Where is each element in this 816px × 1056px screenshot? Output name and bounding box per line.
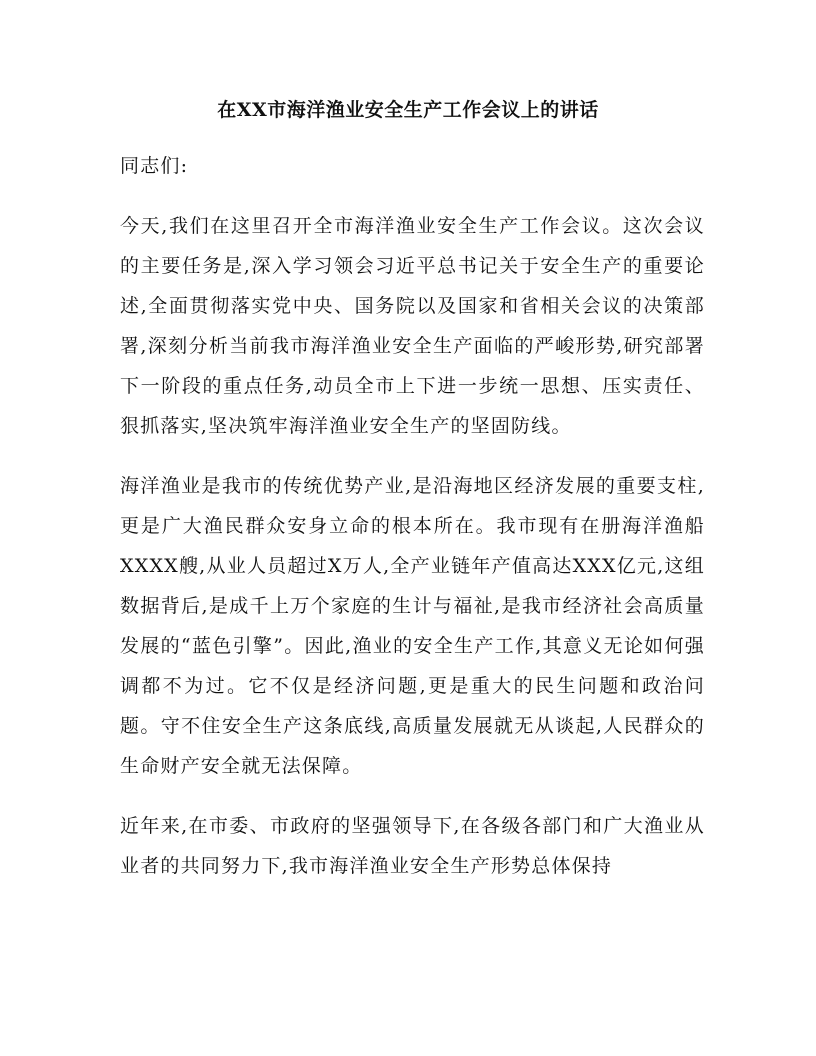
- paragraph-2: 海洋渔业是我市的传统优势产业,是沿海地区经济发展的重要支柱,更是广大渔民群众安身立命的根本所在。我市现有在册海洋渔船XXXX艘,从业人员超过X万人,全产业链年产值高达XXX亿元,这组数据背后,是成千上万个家庭的生计与福祉,是我市经济社会高质量发展的“蓝色引擎”。因此,渔业的安全生产工作,其意义无论如何强调都不为过。它不仅是经济问题,更是重大的民生问题和政治问题。守不住安全生产这条底线,高质量发展就无从谈起,人民群众的生命财产安全就无法保障。: [120, 475, 705, 777]
- document-title: 在XX市海洋渔业安全生产工作会议上的讲话: [217, 99, 599, 121]
- paragraph-3: 近年来,在市委、市政府的坚强领导下,在各级各部门和广大渔业从业者的共同努力下,我市海洋渔业安全生产形势总体保持: [120, 815, 705, 877]
- document-body: [120, 146, 705, 906]
- salutation: 同志们:: [120, 155, 189, 177]
- paragraph-1: 今天,我们在这里召开全市海洋渔业安全生产工作会议。这次会议的主要任务是,深入学习领会习近平总书记关于安全生产的重要论述,全面贯彻落实党中央、国务院以及国家和省相关会议的决策部署,深刻分析当前我市海洋渔业安全生产面临的严峻形势,研究部署下一阶段的重点任务,动员全市上下进一步统一思想、压实责任、狠抓落实,坚决筑牢海洋渔业安全生产的坚固防线。: [120, 215, 705, 437]
